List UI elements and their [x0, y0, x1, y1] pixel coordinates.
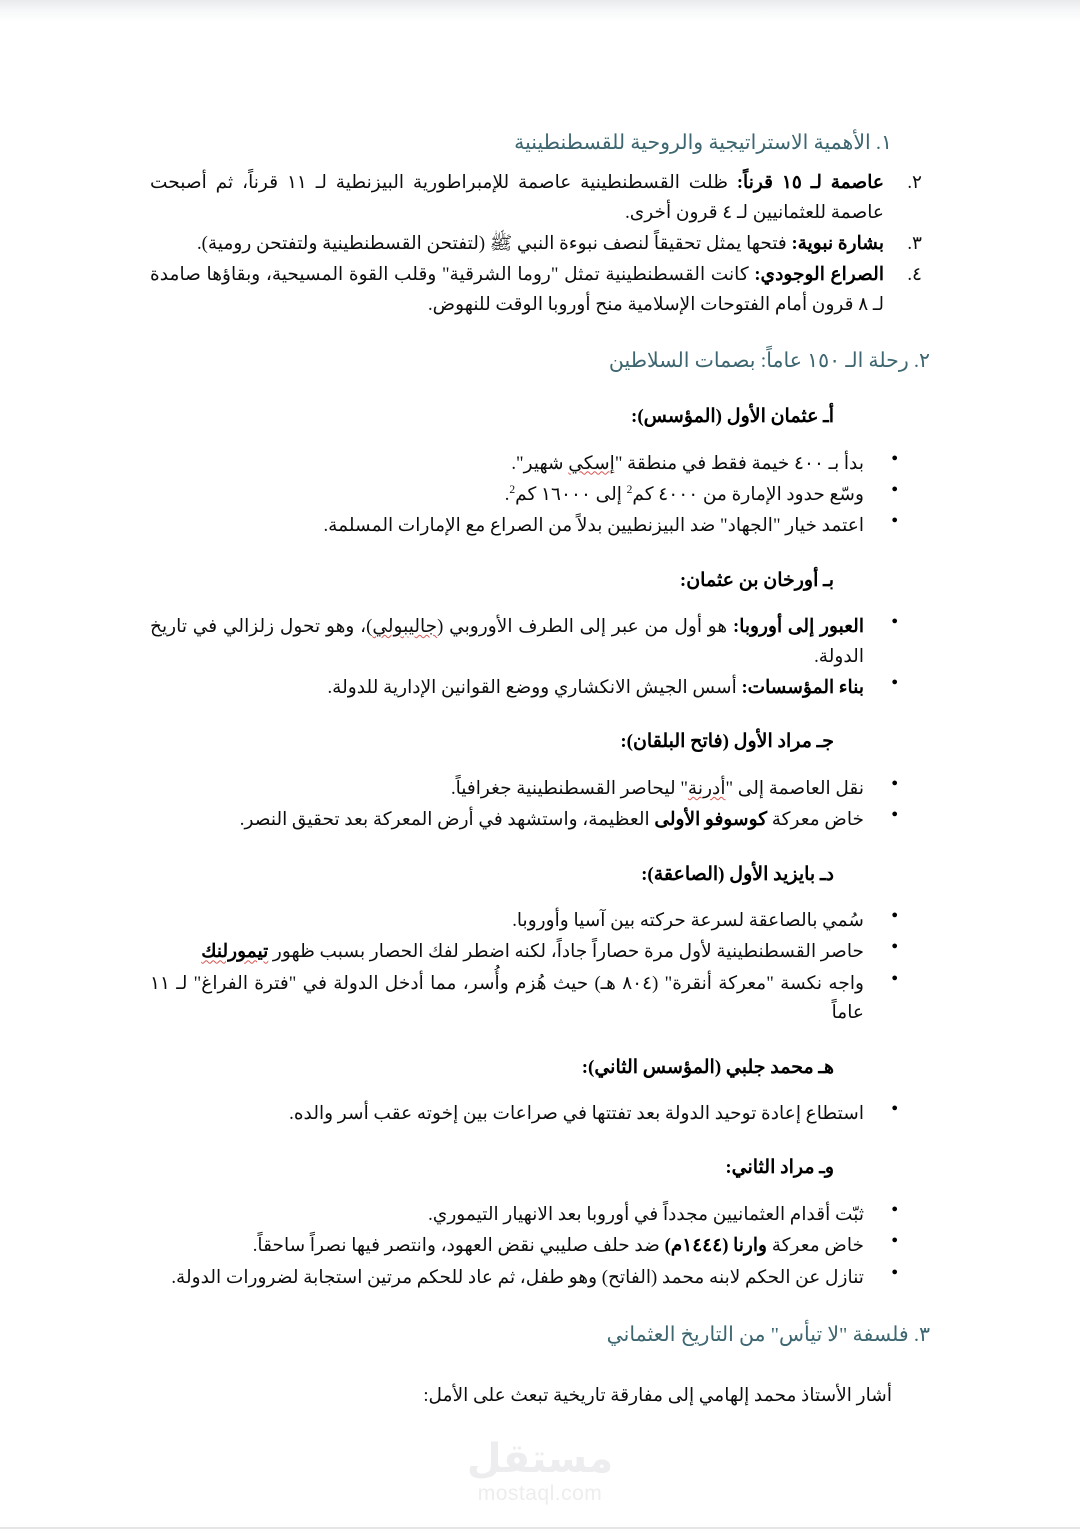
bullet-text-tail: ضد حلف صليبي نقض العهود، وانتصر فيها نصراً ساحقاً. [252, 1235, 665, 1257]
numbered-list-importance [150, 168, 930, 321]
subheading-murad-i: جـ مراد الأول (فاتح البلقان): [620, 731, 834, 753]
list-item-number: ٢. [907, 171, 922, 193]
subheading-osman: أـ عثمان الأول (المؤسس): [631, 406, 834, 428]
list-item-text: كانت القسطنطينية تمثل "روما الشرقية" وقلب القوة المسيحية، وبقاؤها صامدة لـ ٨ قرون أمام الفتوحات الإسلامية منح أوروبا الوقت للنهوض. [150, 264, 884, 316]
bullet-text: خاض معركة [767, 1235, 864, 1257]
bullet-text: ثبّت أقدام العثمانيين مجدداً في أوروبا بعد الانهيار التيموري. [428, 1203, 864, 1225]
bullet-text: تنازل عن الحكم لابنه محمد (الفاتح) وهو طفل، ثم عاد للحكم مرتين استجابة لضرورات الدولة. [171, 1266, 864, 1288]
superscript: 2 [509, 483, 516, 496]
bullet-text: وسّع حدود الإمارة من ٤٠٠٠ كم [632, 483, 864, 505]
list-item-lead: عاصمة لـ ١٥ قرناً: [736, 171, 884, 193]
bullet-list-orhan [150, 612, 930, 702]
subheading-murad-ii: وـ مراد الثاني: [725, 1157, 834, 1179]
bullet-text: خاض معركة [767, 809, 864, 831]
list-item [150, 1231, 930, 1260]
heading-1-text: الأهمية الاستراتيجية والروحية للقسطنطينية [514, 132, 871, 154]
list-item-text: ظلت القسطنطينية عاصمة للإمبراطورية البيزنطية لـ ١١ قرناً، ثم أصبحت عاصمة للعثمانيين لـ ٤ قرون أخرى. [150, 171, 884, 223]
spellcheck-word: أدرنة [687, 777, 726, 799]
superscript: 2 [626, 483, 633, 496]
subheading-mehmed-celebi: هـ محمد جلبي (المؤسس الثاني): [581, 1056, 834, 1078]
list-item [150, 1263, 930, 1292]
list-item [150, 480, 930, 509]
list-item [150, 805, 930, 834]
mostaql-watermark [0, 1438, 1080, 1506]
heading-3-marker: ٣. [913, 1324, 930, 1347]
bullet-text-tail: " ليحاصر القسطنطينية جغرافياً. [450, 777, 688, 799]
heading-1 [150, 128, 930, 159]
bullet-list-murad-i [150, 774, 930, 835]
bullet-list-murad-ii [150, 1200, 930, 1292]
bullet-text-tail: . [504, 483, 510, 505]
bullet-emphasis: وارنا (١٤٤٤م) [664, 1235, 768, 1257]
spellcheck-word: جاليبولي [372, 616, 438, 638]
list-item-lead: الصراع الوجودي: [754, 264, 884, 286]
list-item-number: ٤. [907, 264, 922, 286]
list-item [150, 612, 930, 671]
bullet-text-tail: العظيمة، واستشهد في أرض المعركة بعد تحقيق النصر. [239, 809, 655, 831]
list-item [150, 449, 930, 478]
list-item [150, 511, 930, 540]
list-item [150, 260, 930, 320]
list-item-lead: بشارة نبوية: [791, 232, 884, 254]
list-item [150, 969, 930, 1028]
subheading-orhan: بـ أورخان بن عثمان: [679, 569, 834, 591]
bullet-text: سُمي بالصاعقة لسرعة حركته بين آسيا وأوروبا. [512, 910, 864, 932]
bullet-text: واجه نكسة "معركة أنقرة" (٨٠٤ هـ) حيث هُزم وأُسر، مما أدخل الدولة في "فترة الفراغ" لـ ١١ عاماً [150, 972, 864, 1024]
list-item-text: فتحها يمثل تحقيقاً لنصف نبوءة النبي ﷺ (لتفتحن القسطنطينية ولتفتحن رومية). [197, 232, 792, 254]
spellcheck-word: تيمورلنك [201, 941, 269, 963]
list-item [150, 673, 930, 702]
list-item [150, 229, 930, 259]
bullet-text: بدأ بـ ٤٠٠ خيمة فقط في منطقة " [614, 452, 864, 474]
list-item [150, 1200, 930, 1229]
spellcheck-word: إسكي [568, 452, 615, 474]
bullet-lead: العبور إلى أوروبا: [733, 616, 864, 638]
list-item [150, 1099, 930, 1128]
list-item [150, 168, 930, 228]
heading-3 [150, 1320, 930, 1351]
heading-3-text: فلسفة "لا تيأس" من التاريخ العثماني [606, 1324, 909, 1347]
bullet-text: استطاع إعادة توحيد الدولة بعد تفتتها في صراعات بين إخوته عقب أسر والده. [289, 1103, 864, 1125]
bullet-text: نقل العاصمة إلى " [725, 777, 864, 799]
heading-1-marker: ١. [875, 132, 892, 154]
bullet-text-mid: إلى ١٦٠٠٠ كم [515, 483, 627, 505]
heading-2 [150, 346, 930, 377]
bullet-text: اعتمد خيار "الجهاد" ضد البيزنطيين بدلاً من الصراع مع الإمارات المسلمة. [323, 515, 864, 537]
bullet-text-tail: شهير". [511, 452, 569, 474]
document-content [150, 128, 930, 1411]
bullet-text: هو أول من عبر إلى الطرف الأوروبي ( [437, 616, 733, 638]
bullet-list-bayezid [150, 906, 930, 1028]
bullet-emphasis: كوسوفو الأولى [654, 809, 768, 831]
watermark-arabic-logo: مستقل [466, 1436, 614, 1482]
list-item [150, 937, 930, 966]
bullet-text: أسس الجيش الانكشاري ووضع القوانين الإدارية للدولة. [327, 676, 742, 698]
watermark-domain: mostaql.com [477, 1482, 603, 1505]
list-item-number: ٣. [907, 232, 922, 254]
closing-paragraph: أشار الأستاذ محمد إلهامي إلى مفارقة تاريخية تبعث على الأمل: [423, 1384, 892, 1406]
bullet-text-tail: )، وهو تحول زلزالي في تاريخ الدولة. [150, 616, 864, 667]
bullet-list-osman [150, 449, 930, 541]
list-item [150, 774, 930, 803]
list-item [150, 906, 930, 935]
bullet-lead: بناء المؤسسات: [741, 676, 864, 698]
heading-2-text: رحلة الـ ١٥٠ عاماً: بصمات السلاطين [608, 350, 909, 373]
bullet-text: حاصر القسطنطينية لأول مرة حصاراً جاداً، لكنه اضطر لفك الحصار بسبب ظهور [268, 941, 864, 963]
subheading-bayezid: دـ بايزيد الأول (الصاعقة): [641, 863, 834, 885]
bullet-list-mehmed-celebi [150, 1099, 930, 1128]
heading-2-marker: ٢. [913, 350, 930, 373]
